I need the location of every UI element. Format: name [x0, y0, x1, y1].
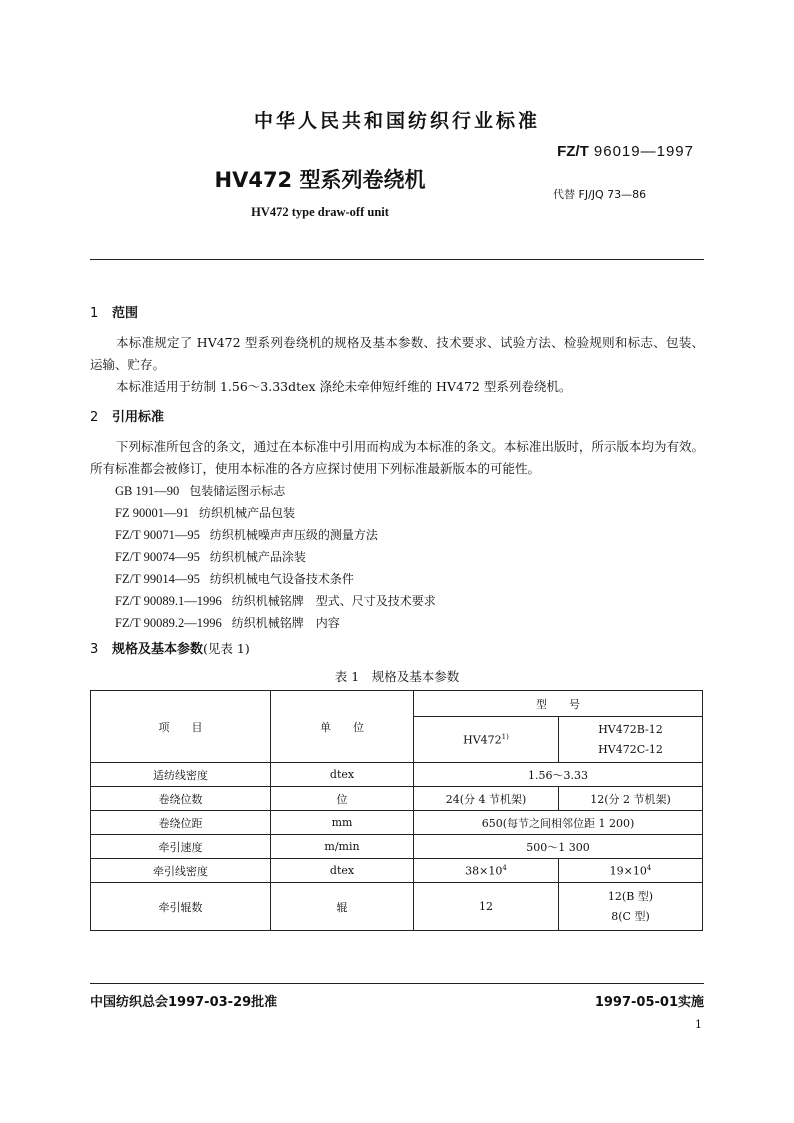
header-divider [90, 259, 704, 260]
approval-date: 中国纺织总会1997-03-29批准 [90, 995, 278, 1010]
reference-title: 纺织机械产品涂装 [209, 550, 306, 564]
standard-number [557, 143, 694, 160]
footer-divider [90, 983, 704, 984]
section-2-paragraph-1: 下列标准所包含的条文，通过在本标准中引用而构成为本标准的条文。本标准出版时，所示版本均为有效。所有标准都会被修订，使用本标准的各方应探讨使用下列标准最新版本的可能性。 [90, 439, 704, 476]
cell-item: 适纺线密度 [91, 763, 271, 787]
replaces-note: 代替 FJ/JQ 73—86 [553, 188, 647, 201]
reference-code: FZ/T 99014—95 [115, 572, 200, 586]
cell-value-b [559, 883, 703, 931]
cell-value-a [414, 859, 559, 883]
table-row [91, 691, 703, 717]
spec-table [90, 690, 703, 931]
table-row [91, 883, 703, 931]
reference-item [115, 524, 378, 546]
section-number: 2 [90, 410, 99, 425]
section-number: 3 [90, 642, 99, 657]
table-row [91, 787, 703, 811]
section-2-heading [90, 406, 164, 425]
value-line: 12(B 型) [607, 889, 654, 903]
section-title: 规格及基本参数 [112, 642, 204, 657]
cell-item: 卷绕位距 [91, 811, 271, 835]
cell-value: 1.56～3.33 [414, 763, 703, 787]
cell-unit: dtex [271, 859, 414, 883]
model-b-name: HV472B-12 [598, 722, 663, 736]
section-title-suffix: (见表 1) [203, 641, 250, 656]
cell-value-b [559, 859, 703, 883]
document-title-english: HV472 type draw-off unit [251, 205, 389, 219]
value-exponent: 4 [502, 863, 507, 872]
reference-item [115, 612, 340, 634]
model-c-name: HV472C-12 [598, 742, 663, 756]
cell-value-b: 12(分 2 节机架) [559, 787, 703, 811]
reference-item [115, 480, 285, 502]
model-a-footnote-mark: 1) [501, 732, 509, 741]
section-3-heading [90, 638, 250, 657]
header-item: 项 目 [91, 691, 271, 763]
header-model-b [559, 717, 703, 763]
reference-item [115, 502, 295, 524]
cell-unit: 位 [271, 787, 414, 811]
value-base: 38×10 [465, 864, 503, 878]
header-model: 型 号 [414, 691, 703, 717]
cell-unit: 辊 [271, 883, 414, 931]
effective-date: 1997-05-01实施 [594, 995, 704, 1010]
cell-value-a: 12 [414, 883, 559, 931]
reference-title: 纺织机械噪声声压级的测量方法 [209, 528, 378, 542]
cell-value: 500～1 300 [414, 835, 703, 859]
cell-item: 牵引线密度 [91, 859, 271, 883]
cell-item: 卷绕位数 [91, 787, 271, 811]
reference-code: FZ/T 90074—95 [115, 550, 200, 564]
section-number: 1 [90, 306, 99, 321]
reference-code: FZ 90001—91 [115, 506, 189, 520]
value-exponent: 4 [646, 863, 652, 872]
cell-unit: mm [271, 811, 414, 835]
standard-prefix: FZ/T [557, 143, 589, 160]
section-title: 引用标准 [112, 410, 165, 425]
value-base: 19×10 [609, 864, 647, 878]
cell-value: 650(每节之间相邻位距 1 200) [414, 811, 703, 835]
reference-title: 纺织机械铭牌 型式、尺寸及技术要求 [231, 594, 436, 608]
reference-item [115, 546, 306, 568]
table-row [91, 763, 703, 787]
model-a-name: HV472 [463, 733, 502, 747]
reference-title: 包装储运图示标志 [189, 484, 286, 498]
reference-code: FZ/T 90071—95 [115, 528, 200, 542]
reference-code: FZ/T 90089.1—1996 [115, 594, 222, 608]
table-row [91, 835, 703, 859]
section-title: 范围 [112, 306, 139, 321]
document-title: HV472 型系列卷绕机 [214, 168, 426, 192]
value-line: 8(C 型) [611, 909, 650, 923]
reference-title: 纺织机械电气设备技术条件 [209, 572, 354, 586]
cell-item: 牵引辊数 [91, 883, 271, 931]
standard-code: 96019—1997 [593, 143, 694, 160]
header-model-a [414, 717, 559, 763]
section-1-paragraph-2: 本标准适用于纺制 1.56～3.33dtex 涤纶未牵伸短纤维的 HV472 型系列卷绕机。 [116, 379, 572, 394]
cell-unit: dtex [271, 763, 414, 787]
cell-value-a: 24(分 4 节机架) [414, 787, 559, 811]
cell-item: 牵引速度 [91, 835, 271, 859]
reference-code: FZ/T 90089.2—1996 [115, 616, 222, 630]
table-row [91, 859, 703, 883]
table-caption: 表 1 规格及基本参数 [334, 669, 460, 684]
reference-code: GB 191—90 [115, 484, 180, 498]
reference-title: 纺织机械铭牌 内容 [231, 616, 340, 630]
table-row [91, 811, 703, 835]
issuing-organization: 中华人民共和国纺织行业标准 [253, 110, 540, 132]
reference-item [115, 568, 354, 590]
cell-unit: m/min [271, 835, 414, 859]
page-number: 1 [695, 1018, 702, 1031]
reference-item [115, 590, 436, 612]
section-1-paragraph-1: 本标准规定了 HV472 型系列卷绕机的规格及基本参数、技术要求、试验方法、检验规则和标志、包装、运输、贮存。 [90, 335, 704, 372]
section-1-heading [90, 302, 138, 321]
header-unit: 单 位 [271, 691, 414, 763]
reference-title: 纺织机械产品包装 [198, 506, 295, 520]
